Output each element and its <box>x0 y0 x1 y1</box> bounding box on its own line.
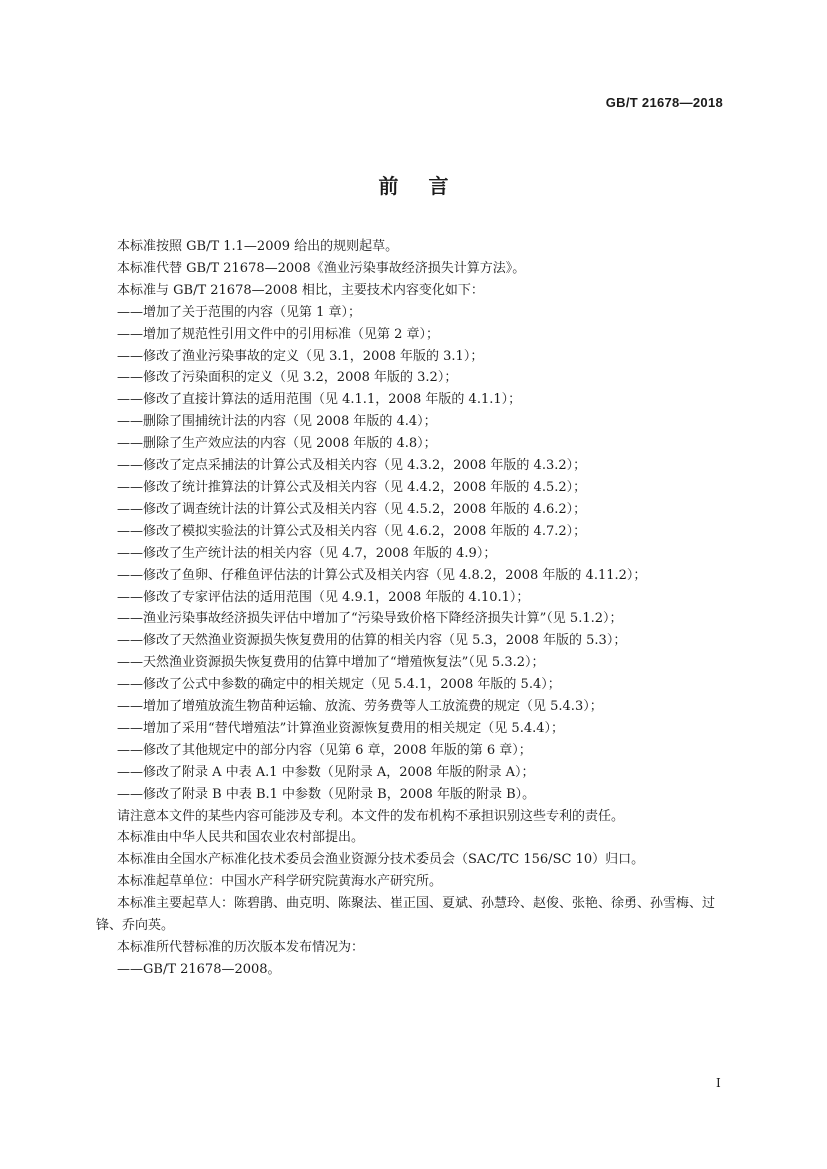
change-list <box>96 302 728 806</box>
change-item: ——修改了附录 B 中表 B.1 中参数（见附录 B，2008 年版的附录 B）。 <box>117 786 536 802</box>
change-item: ——修改了调查统计法的计算公式及相关内容（见 4.5.2，2008 年版的 4.6.2）； <box>117 501 587 517</box>
foreword-body <box>96 236 728 981</box>
paragraph: 本标准与 GB/T 21678—2008 相比，主要技术内容变化如下： <box>117 282 484 298</box>
change-item: ——修改了天然渔业资源损失恢复费用的估算的相关内容（见 5.3，2008 年版的 5.3）； <box>117 633 627 649</box>
change-item: ——修改了模拟实验法的计算公式及相关内容（见 4.6.2，2008 年版的 4.7.2）； <box>117 523 587 539</box>
change-item: ——修改了渔业污染事故的定义（见 3.1，2008 年版的 3.1）； <box>117 348 484 364</box>
change-item: ——修改了污染面积的定义（见 3.2，2008 年版的 3.2）； <box>117 370 458 386</box>
change-item: ——删除了围捕统计法的内容（见 2008 年版的 4.4）； <box>117 414 437 430</box>
change-item: ——增加了关于范围的内容（见第 1 章）； <box>117 304 362 320</box>
paragraph: 本标准由中华人民共和国农业农村部提出。 <box>117 830 365 846</box>
paragraph: ——GB/T 21678—2008。 <box>117 961 281 977</box>
change-item: ——渔业污染事故经济损失评估中增加了“污染导致价格下降经济损失计算”（见 5.1.2）； <box>117 611 623 627</box>
change-item: ——删除了生产效应法的内容（见 2008 年版的 4.8）； <box>117 436 437 452</box>
change-item: ——修改了统计推算法的计算公式及相关内容（见 4.4.2，2008 年版的 4.5.2）； <box>117 479 587 495</box>
paragraph: 本标准由全国水产标准化技术委员会渔业资源分技术委员会（SAC/TC 156/SC 10）归口。 <box>117 852 645 868</box>
paragraph: 本标准按照 GB/T 1.1—2009 给出的规则起草。 <box>117 239 399 254</box>
change-item: ——天然渔业资源损失恢复费用的估算中增加了“增殖恢复法”（见 5.3.2）； <box>117 655 545 671</box>
change-item: ——修改了专家评估法的适用范围（见 4.9.1，2008 年版的 4.10.1）； <box>117 589 530 605</box>
paragraph: 请注意本文件的某些内容可能涉及专利。本文件的发布机构不承担识别这些专利的责任。 <box>117 808 625 824</box>
change-item: ——修改了定点采捕法的计算公式及相关内容（见 4.3.2，2008 年版的 4.3.2）； <box>117 458 587 474</box>
page-title: 前言 <box>378 174 479 198</box>
change-item: ——修改了直接计算法的适用范围（见 4.1.1，2008 年版的 4.1.1）； <box>117 392 522 408</box>
paragraph: 本标准主要起草人：陈碧鹃、曲克明、陈聚法、崔正国、夏斌、孙慧玲、赵俊、张艳、徐勇、孙雪梅、过锋、乔向英。 <box>96 896 716 934</box>
change-item: ——修改了其他规定中的部分内容（见第 6 章，2008 年版的第 6 章）； <box>117 742 532 758</box>
closing-paragraphs <box>96 806 728 981</box>
change-item: ——增加了增殖放流生物苗种运输、放流、劳务费等人工放流费的规定（见 5.4.3）； <box>117 699 603 715</box>
page-number: I <box>716 1076 721 1090</box>
paragraph: 本标准所代替标准的历次版本发布情况为： <box>117 940 365 955</box>
change-item: ——修改了鱼卵、仔稚鱼评估法的计算公式及相关内容（见 4.8.2，2008 年版的 4.11.2）； <box>117 567 647 583</box>
change-item: ——修改了附录 A 中表 A.1 中参数（见附录 A，2008 年版的附录 A）； <box>117 764 535 780</box>
paragraph: 本标准代替 GB/T 21678—2008《渔业污染事故经济损失计算方法》。 <box>117 260 526 276</box>
change-item: ——修改了公式中参数的确定中的相关规定（见 5.4.1，2008 年版的 5.4）； <box>117 677 561 693</box>
change-item: ——增加了采用“替代增殖法”计算渔业资源恢复费用的相关规定（见 5.4.4）； <box>117 720 565 736</box>
change-item: ——修改了生产统计法的相关内容（见 4.7，2008 年版的 4.9）； <box>117 545 497 561</box>
change-item: ——增加了规范性引用文件中的引用标准（见第 2 章）； <box>117 326 440 342</box>
paragraph: 本标准起草单位：中国水产科学研究院黄海水产研究所。 <box>117 874 443 890</box>
standard-number-header: GB/T 21678—2018 <box>605 95 723 110</box>
